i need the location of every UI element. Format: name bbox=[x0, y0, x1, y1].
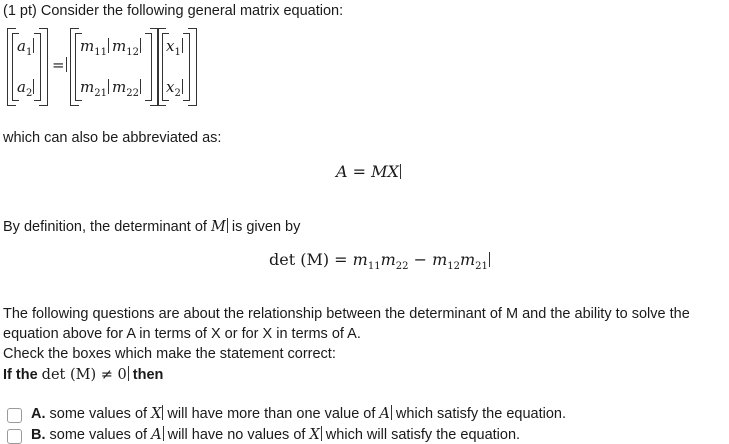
condition-text: If the det (M) ≠ 0 then bbox=[3, 367, 164, 383]
definition-text: By definition, the determinant of M is given by bbox=[3, 219, 301, 235]
question-header bbox=[3, 3, 343, 19]
vector-x-outer-right-bracket bbox=[188, 28, 197, 106]
paragraph-line-2: equation above for A in terms of X or for X in terms of A. bbox=[3, 326, 361, 342]
paragraph-line-1: The following questions are about the relationship between the determinant of M and the ability to solve the bbox=[3, 306, 690, 322]
option-b-label[interactable]: B. some values of A will have no values of X which will satisfy the equation. bbox=[31, 427, 521, 443]
cell-x1: $x_1$ bbox=[166, 37, 181, 58]
condition-math: det (M) ≠ 0 bbox=[41, 367, 127, 383]
definition-var: M bbox=[210, 219, 226, 235]
cell-x2: $x_2$ bbox=[166, 78, 181, 99]
cell-a1: $a_1$ bbox=[17, 37, 33, 58]
points-label: (1 pt) bbox=[3, 3, 37, 19]
question-prompt: Consider the following general matrix equation: bbox=[40, 3, 344, 19]
cell-m21: $m_{21}$ bbox=[80, 78, 107, 99]
cell-m11: $m_{11}$ bbox=[80, 37, 107, 58]
abbrev-text: which can also be abbreviated as: bbox=[3, 130, 222, 146]
option-a-checkbox[interactable] bbox=[7, 408, 22, 423]
cell-a2: $a_2$ bbox=[17, 78, 33, 99]
cell-m22: $m_{22}$ bbox=[112, 78, 139, 99]
instruction-text: Check the boxes which make the statement correct: bbox=[3, 346, 336, 362]
abbrev-equation: A = MX bbox=[336, 162, 399, 181]
vector-a-outer-right-bracket bbox=[39, 28, 48, 106]
option-a-label[interactable]: A. some values of X will have more than one value of A which satisfy the equation. bbox=[31, 406, 567, 422]
cell-m12: $m_{12}$ bbox=[112, 37, 139, 58]
determinant-equation: $\det (M) = m_{11}m_{22} - m_{12}m_{21}$ bbox=[269, 250, 488, 273]
equals-sign: = bbox=[52, 56, 65, 74]
